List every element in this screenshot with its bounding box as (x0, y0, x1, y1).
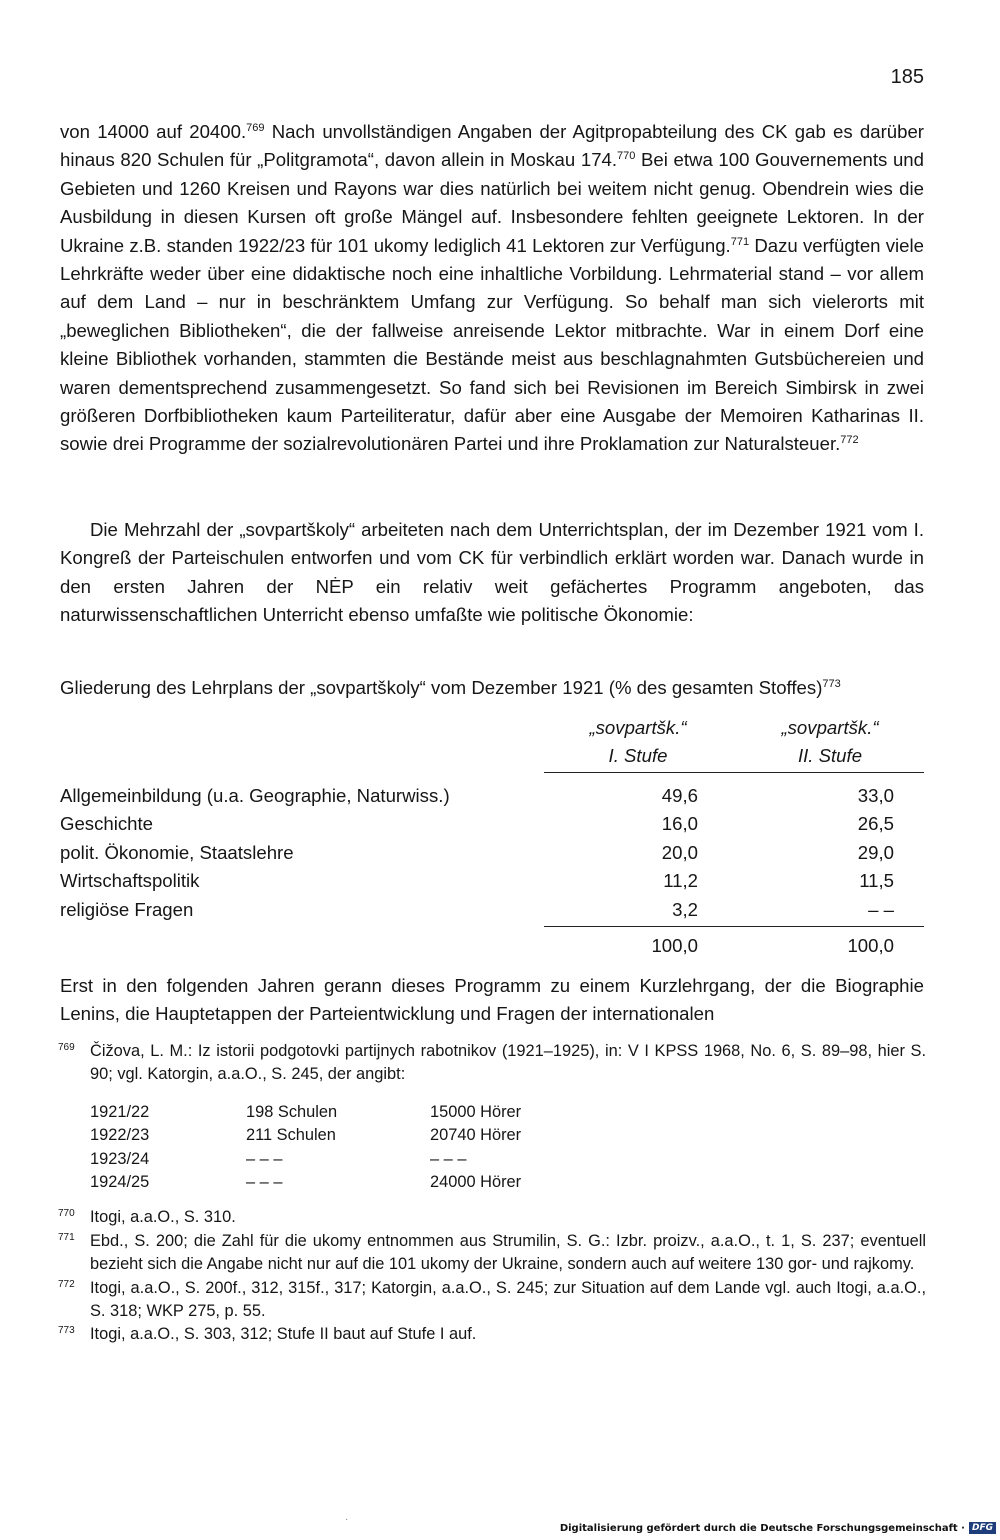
footnotes (58, 1040, 926, 1347)
table-row: Allgemeinbildung (u.a. Geographie, Naturwiss.) 49,6 33,0 (60, 785, 894, 806)
dfg-logo-icon: DFG (969, 1522, 996, 1534)
table-total-row: 100,0 100,0 (651, 935, 894, 956)
table-row: polit. Ökonomie, Staatslehre 20,0 29,0 (60, 841, 894, 863)
table-rule-bottom (544, 926, 924, 927)
footnote-ref: 770 (617, 150, 636, 163)
footnote-770: 770 Itogi, a.a.O., S. 310. (58, 1208, 236, 1227)
table-row: 1921/22 198 Schulen 15000 Hörer (90, 1102, 522, 1121)
table-rule-top (544, 772, 924, 773)
stray-mark: · (345, 1514, 349, 1525)
footnote-772: 772 Itogi, a.a.O., S. 200f., 312, 315f., 317; Katorgin, a.a.O., S. 245; zur Situation auf dem Lande vgl. auch Itogi, a.a.O., S. 318; WKP 275, p. 55. (58, 1278, 926, 1320)
footnote-ref: 772 (840, 434, 859, 447)
footnote-771: 771 Ebd., S. 200; die Zahl für die ukomy entnommen aus Strumilin, S. G.: Izbr. proizv., a.a.O., t. 1, S. 237; eventuell bezieht sich die Angabe nicht nur auf die 101 ukomy der Ukraine, sondern auch auf weitere 130 gor- und rajkomy. (58, 1231, 926, 1274)
table-row: Wirtschaftspolitik 11,2 11,5 (60, 870, 894, 892)
column-header-stufe-1: „sovpartšk.“ I. Stufe (589, 717, 687, 766)
table-row: 1924/25 – – – 24000 Hörer (90, 1172, 522, 1191)
table-row: religiöse Fragen 3,2 – – (60, 898, 894, 920)
digitization-credit: Digitalisierung gefördert durch die Deutsche Forschungsgemeinschaft · DFG (560, 1522, 996, 1534)
table-row: Geschichte 16,0 26,5 (60, 813, 894, 835)
table-row: 1922/23 211 Schulen 20740 Hörer (90, 1126, 522, 1145)
body-paragraph-3: Erst in den folgenden Jahren gerann dieses Programm zu einem Kurzlehrgang, der die Biographie Lenins, die Hauptetappen der Parteientwicklung und Fragen der internationalen (60, 975, 924, 1025)
footnote-ref: 773 (822, 677, 841, 690)
body-paragraph-1: von 14000 auf 20400.$^{769}$ Nach unvollständigen Angaben der Agitpropabteilung des CK gab es darüber hinaus 820 Schulen für „Politgramota“, davon allein in Moskau 174.$^{770}$ Bei etwa 100 Gouvernements und Gebieten und 1260 Kreisen und Rayons war dies natürlich bei weitem nicht genug. Obendrein wies die Ausbildung in diesen Kursen oft große Mängel auf. Insbesondere fehlten geeignete Lektoren. In der Ukraine z.B. standen 1922/23 für 101 ukomy lediglich 41 Lektoren zur Verfügung.$^{771}$ Dazu verfügten viele Lehrkräfte weder über eine didaktische noch eine inhaltliche Vorbildung. Lehrmaterial stand – vor allem auf dem Land – nur in beschränktem Umfang zur Verfügung. So behalf man sich vielerorts mit „beweglichen Bibliotheken“, die der fallweise anreisende Lektor mitbrachte. War in einem Dorf eine kleine Bibliothek vorhanden, stammten die Bestände meist aus beschlagnahmten Gutsbüchereien und waren dementsprechend zusammengesetzt. So fand sich bei Revisionen im Bereich Simbirsk in zwei größeren Dorfbibliotheken kaum Parteiliteratur, dafür aber eine Ausgabe der Memoiren Katharinas II. sowie drei Programme der sozialrevolutionären Partei und ihre Proklamation zur Naturalsteuer.$^{772}$ (60, 121, 924, 455)
footnote-769-table (90, 1101, 926, 1195)
column-header-stufe-2: „sovpartšk.“ II. Stufe (781, 717, 879, 766)
footnote-ref: 771 (730, 235, 750, 248)
footnote-ref: 769 (246, 121, 265, 134)
table-caption: Gliederung des Lehrplans der „sovpartškoly“ vom Dezember 1921 (% des gesamten Stoffes)$^{773}$ (60, 677, 841, 698)
table-row: 1923/24 – – – – – – (90, 1149, 467, 1168)
lehrplan-table (60, 782, 924, 924)
page-number: 185 (890, 66, 924, 88)
footnote-769: 769 Čižova, L. M.: Iz istorii podgotovki partijnych rabotnikov (1921–1925), in: V I KPSS 1968, No. 6, S. 89–98, hier S. 90; vgl. Katorgin, a.a.O., S. 245, der angibt: (58, 1042, 926, 1084)
footnote-773: 773 Itogi, a.a.O., S. 303, 312; Stufe II baut auf Stufe I auf. (58, 1325, 477, 1344)
body-paragraph-2: Die Mehrzahl der „sovpartškoly“ arbeiteten nach dem Unterrichtsplan, der im Dezember 1921 vom I. Kongreß der Parteischulen entworfen und vom CK für verbindlich erklärt worden war. Danach wurde in den ersten Jahren der NĖP ein relativ weit gefächertes Programm angeboten, das naturwissenschaftlichen Unterricht ebenso umfaßte wie politische Ökonomie: (60, 519, 924, 626)
